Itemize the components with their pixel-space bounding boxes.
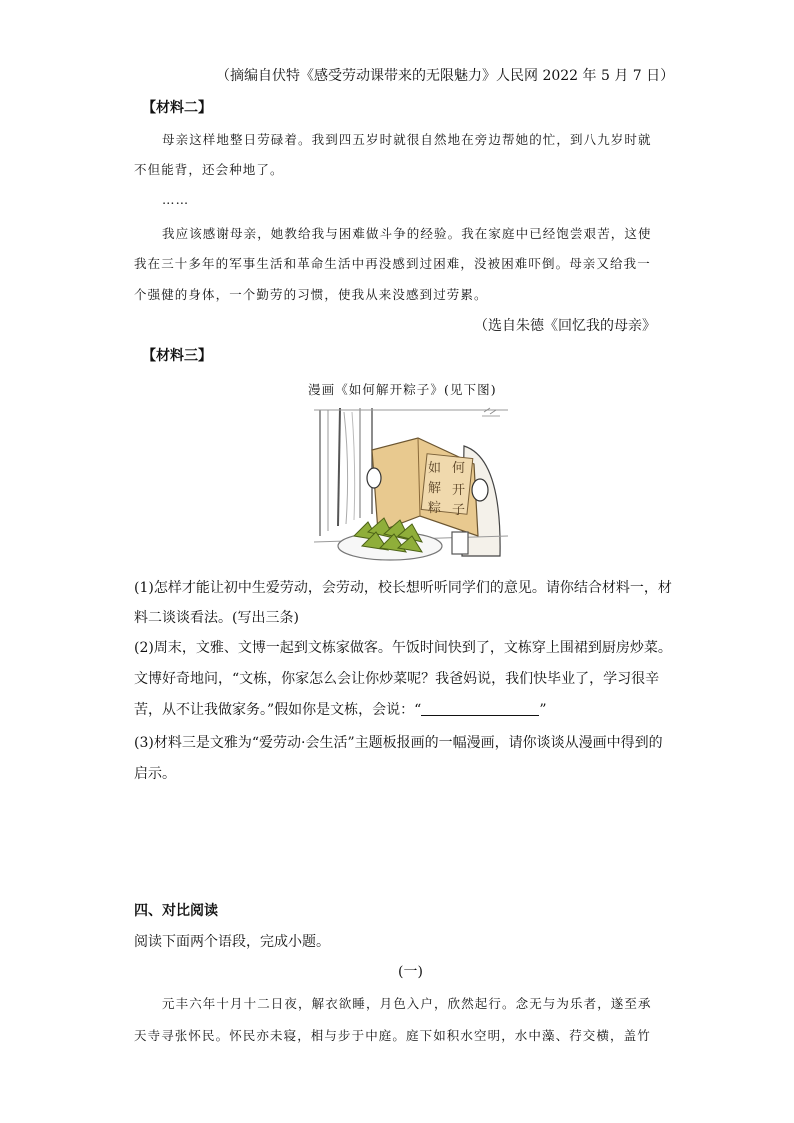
question-3-line2: 启示。 xyxy=(134,766,176,782)
material2-ellipsis: …… xyxy=(162,192,190,207)
material2-para2-line2: 我在三十多年的军事生活和革命生活中再没感到过困难，没被困难吓倒。母亲又给我一 xyxy=(134,256,651,271)
book-char-6: 子 xyxy=(452,503,466,518)
passage-1-line1: 元丰六年十月十二日夜，解衣欲睡，月色入户，欣然起行。念无与为乐者，遂至承 xyxy=(162,996,652,1011)
book-char-5: 粽 xyxy=(428,501,442,516)
section-4-heading: 四、对比阅读 xyxy=(134,903,218,919)
material2-para2-line1: 我应该感谢母亲，她教给我与困难做斗争的经验。我在家庭中已经饱尝艰苦，这使 xyxy=(162,226,652,241)
question-2-close-quote: ” xyxy=(539,702,547,718)
material3-heading: 【材料三】 xyxy=(142,348,212,364)
material2-para2-line3: 个强健的身体，一个勤劳的习惯，使我从来没感到过劳累。 xyxy=(134,287,488,302)
question-1-line1: (1)怎样才能让初中生爱劳动，会劳动，校长想听听同学们的意见。请你结合材料一，材 xyxy=(134,580,672,596)
question-2-line2: 文博好奇地问，“文栋，你家怎么会让你炒菜呢？我爸妈说，我们快毕业了，学习很辛 xyxy=(134,671,660,687)
material2-heading: 【材料二】 xyxy=(142,100,212,116)
comic-image xyxy=(314,406,508,564)
question-2-line3 xyxy=(134,700,547,720)
question-2-line1: (2)周末，文雅、文博一起到文栋家做客。午饭时间快到了，文栋穿上围裙到厨房炒菜。 xyxy=(134,640,672,656)
section-4-instruction: 阅读下面两个语段，完成小题。 xyxy=(134,934,330,950)
source-citation-material2: （选自朱德《回忆我的母亲》 xyxy=(474,318,656,334)
comic-drawing xyxy=(314,406,508,564)
comic-caption: 漫画《如何解开粽子》(见下图) xyxy=(308,382,497,397)
passage-1-label: (一) xyxy=(398,964,423,980)
book-char-2: 何 xyxy=(452,461,466,476)
question-3-line1: (3)材料三是文雅为“爱劳动·会生活”主题板报画的一幅漫画，请你谈谈从漫画中得到的 xyxy=(134,735,663,751)
passage-1-line2: 天寺寻张怀民。怀民亦未寝，相与步于中庭。庭下如积水空明，水中藻、荇交横，盖竹 xyxy=(134,1028,651,1043)
source-citation-material1: （摘编自伏特《感受劳动课带来的无限魅力》人民网 2022 年 5 月 7 日） xyxy=(216,68,675,84)
book-char-1: 如 xyxy=(428,461,442,476)
book-char-4: 开 xyxy=(452,483,466,498)
material2-para1-line2: 不但能背，还会种地了。 xyxy=(134,162,284,177)
question-2-line3-text: 苦，从不让我做家务。”假如你是文栋，会说：“ xyxy=(134,702,422,718)
answer-blank[interactable] xyxy=(421,701,539,716)
question-1-line2: 料二谈谈看法。(写出三条) xyxy=(134,610,299,626)
book-char-3: 解 xyxy=(428,481,442,496)
material2-para1-line1: 母亲这样地整日劳碌着。我到四五岁时就很自然地在旁边帮她的忙，到八九岁时就 xyxy=(162,132,652,147)
